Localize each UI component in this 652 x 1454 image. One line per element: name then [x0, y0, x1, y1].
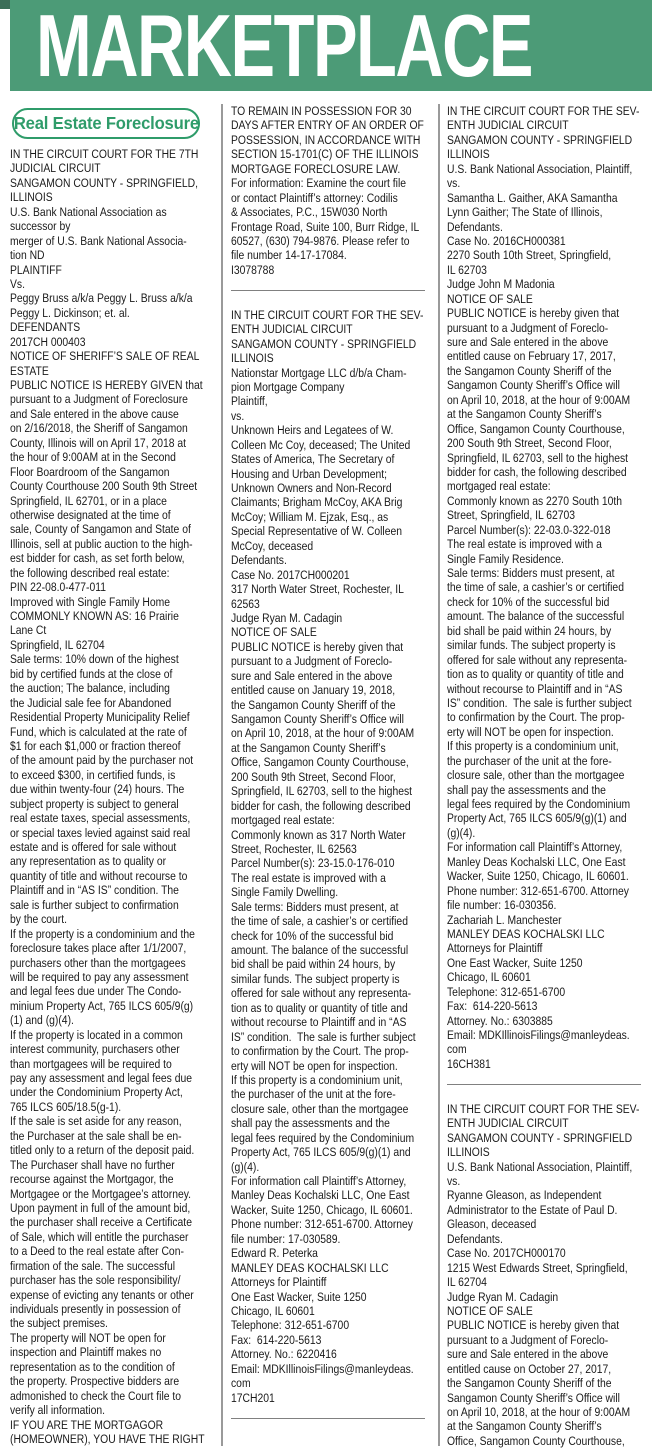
notice-line: pursuant to a Judgment of Foreclosure: [10, 392, 188, 407]
notice-line: ESTATE: [10, 363, 49, 378]
notice-line: POSSESSION, IN ACCORDANCE WITH: [231, 132, 421, 147]
notice-line: to a Deed to the real estate after Con-: [10, 1244, 184, 1259]
notice-line: Case No. 2017CH000170: [447, 1246, 566, 1261]
column-divider-1: [221, 104, 223, 1446]
notice-line: County, Illinois will on April 17, 2018 at: [10, 435, 187, 450]
notice-line: ENTH JUDICIAL CIRCUIT: [447, 1116, 569, 1131]
page-title: MARKETPLACE: [36, 0, 533, 95]
notice-line: by the court.: [10, 912, 68, 927]
notice-line: Commonly known as 2270 South 10th: [447, 493, 623, 508]
notice-line: Fund, which is calculated at the rate of: [10, 724, 187, 739]
notice-line: McCoy, deceased: [231, 538, 314, 553]
notice-line: Email: MDKIllinoisFilings@manleydeas.: [231, 1361, 414, 1376]
notice-line: subject property is subject to general: [10, 796, 179, 811]
notice-line: check for 10% of the successful bid: [231, 928, 394, 943]
notice-line: sale is further subject to confirmation: [10, 897, 179, 912]
page-corner-mark: [0, 0, 10, 9]
notice-line: 16CH381: [447, 1056, 491, 1071]
notice-line: under the Condominium Property Act,: [10, 1085, 183, 1100]
notice-line: bid by certified funds at the close of: [10, 666, 173, 681]
notice-line: otherwise designated at the time of: [10, 507, 171, 522]
notice-line: and Sale entered in the above cause: [10, 406, 179, 421]
notice-line: Phone number: 312-651-6700. Attorney: [447, 883, 629, 898]
notice-line: Judge John M Madonia: [447, 277, 555, 292]
notice-line: the following described real estate:: [10, 565, 170, 580]
notice-line: Zachariah L. Manchester: [447, 912, 562, 927]
notices-column-1: [10, 147, 220, 1446]
notice-line: Frontage Road, Suite 100, Burr Ridge, IL: [231, 219, 420, 234]
notice-line: Edward R. Peterka: [231, 1246, 318, 1261]
notice-line: TO REMAIN IN POSSESSION FOR 30: [231, 104, 412, 118]
notice-line: Manley Deas Kochalski LLC, One East: [447, 854, 626, 869]
notice-line: at the Sangamon County Sheriff’s: [447, 1419, 602, 1434]
notice-line: to confirmation by the Court. The prop-: [231, 1044, 409, 1059]
notice-line: IL 62704: [447, 1275, 487, 1290]
notice-line: Unknown Heirs and Legatees of W.: [231, 423, 394, 438]
notice-line: U.S. Bank National Association, Plaintiff,: [447, 1159, 633, 1174]
notice-line: Lynn Gaither; The State of Illinois,: [447, 205, 603, 220]
notice-line: Unknown Owners and Non-Record: [231, 481, 392, 495]
notice-line: pursuant to a Judgment of Foreclo-: [231, 654, 393, 669]
notice-line: merger of U.S. Bank National Associa-: [10, 233, 187, 248]
notice-line: 200 South 9th Street, Second Floor,: [231, 769, 396, 784]
marketplace-banner: [10, 0, 652, 95]
notice-line: Attorney. No.: 6220416: [231, 1347, 337, 1362]
notice-line: Plaintiff,: [231, 394, 268, 409]
notice-line: will be required to pay any assessment: [10, 969, 189, 984]
notice-line: U.S. Bank National Association, Plaintiff,: [447, 161, 633, 176]
notice-line: Email: MDKIllinoisFilings@manleydeas.: [447, 1028, 630, 1042]
notice-line: IN THE CIRCUIT COURT FOR THE SEV-: [231, 307, 424, 322]
notice-line: Vs.: [10, 276, 25, 291]
notice-line: without recourse to Plaintiff and in “AS: [447, 681, 623, 696]
notice-line: or special taxes levied against said real: [10, 825, 191, 840]
notice-line: Illinois, sell at public auction to the high-: [10, 536, 193, 551]
notice-line: I3078788: [231, 262, 275, 277]
notice-line: Springfield, IL 62701, or in a place: [10, 493, 167, 508]
notice-line: Upon payment in full of the amount bid,: [10, 1200, 191, 1215]
notice-line: firmation of the sale. The successful: [10, 1258, 176, 1273]
notice-line: Administrator to the Estate of Paul D.: [447, 1202, 618, 1217]
notice-line: 17CH201: [231, 1390, 275, 1405]
notice-line: bidder for cash, the following described: [231, 798, 411, 813]
notice-divider: [231, 1418, 425, 1419]
notice-line: McCoy; William M. Ejzak, Esq., as: [231, 509, 389, 524]
notice-line: est bidder for cash, as set forth below,: [10, 551, 185, 566]
notice-line: of the amount paid by the purchaser not: [10, 753, 194, 768]
notice-line: of Sale, which will entitle the purchaser: [10, 1229, 189, 1244]
notice-line: PUBLIC NOTICE is hereby given that: [447, 306, 620, 321]
notice-line: the purchaser shall receive a Certificate: [10, 1215, 192, 1230]
notice-line: Sangamon County Sheriff’s Office will: [447, 1390, 620, 1405]
notice-line: Property Act, 765 ILCS 605/9(g)(1) and: [231, 1145, 411, 1160]
notice-line: com: [447, 1042, 467, 1057]
notice-line: expense of evicting any tenants or other: [10, 1287, 194, 1302]
notice-line: 200 South 9th Street, Second Floor,: [447, 436, 612, 451]
section-badge-label: Real Estate Foreclosure: [13, 113, 199, 133]
notice-line: NOTICE OF SHERIFF’S SALE OF REAL: [10, 349, 200, 364]
notice-line: If this property is a condominium unit,: [447, 739, 619, 754]
notice-line: Fax: 614-220-5613: [231, 1332, 322, 1347]
notice-line: Sangamon County Sheriff’s Office will: [231, 712, 404, 726]
notice-line: $1 for each $1,000 or fraction thereof: [10, 738, 181, 753]
notice-line: Attorney. No.: 6303885: [447, 1013, 553, 1028]
notice-line: sure and Sale entered in the above: [447, 1347, 609, 1362]
notice-line: DEFENDANTS: [10, 320, 81, 335]
notice-line: PIN 22-08.0-477-011: [10, 580, 106, 595]
notice-line: The real estate is improved with a: [447, 537, 602, 552]
notice-line: IF YOU ARE THE MORTGAGOR: [10, 1417, 164, 1432]
notice-line: Colleen Mc Coy, deceased; The United: [231, 437, 411, 452]
notice-line: the Sangamon County Sheriff of the: [231, 697, 396, 712]
notice-line: closure sale, other than the mortgagee: [447, 768, 625, 783]
notice-line: The real estate is improved with a: [231, 870, 386, 885]
notice-line: inspection and Plaintiff makes no: [10, 1345, 162, 1360]
notice-line: Sangamon County Sheriff’s Office will: [447, 378, 620, 393]
notice-line: (1) and (g)(4).: [10, 1013, 74, 1028]
notice-line: minium Property Act, 765 ILCS 605/9(g): [10, 998, 194, 1013]
notice-line: Peggy Bruss a/k/a Peggy L. Bruss a/k/a: [10, 291, 193, 306]
notice-line: Housing and Urban Development;: [231, 466, 388, 481]
notice-line: mortgaged real estate:: [231, 813, 335, 828]
notice-line: & Associates, P.C., 15W030 North: [231, 205, 388, 220]
notice-line: If the sale is set aside for any reason,: [10, 1114, 182, 1129]
column-divider-2: [438, 104, 440, 1446]
notice-line: than mortgagees will be required to: [10, 1056, 172, 1071]
notice-line: on April 10, 2018, at the hour of 9:00AM: [231, 726, 415, 741]
notice-line: NOTICE OF SALE: [231, 625, 317, 640]
notice-line: Sale terms: 10% down of the highest: [10, 652, 179, 667]
notice-line: Gleason, deceased: [447, 1217, 537, 1232]
notice-line: SANGAMON COUNTY - SPRINGFIELD,: [10, 175, 199, 190]
notice-line: The property will NOT be open for: [10, 1330, 166, 1345]
notice-line: mortgaged real estate:: [447, 479, 551, 494]
notice-line: States of America, The Secretary of: [231, 452, 395, 467]
notice-line: PUBLIC NOTICE is hereby given that: [447, 1318, 620, 1333]
notice-line: successor by: [10, 219, 71, 234]
notice-line: real estate taxes, special assessments,: [10, 811, 191, 826]
notice-line: foreclosure takes place after 1/1/2007,: [10, 941, 187, 956]
notice-line: Lane Ct: [10, 623, 47, 638]
notice-line: Phone number: 312-651-6700. Attorney: [231, 1217, 413, 1232]
notice-line: (g)(4).: [231, 1159, 260, 1174]
notice-line: erty will NOT be open for inspection.: [231, 1058, 398, 1073]
notice-line: Parcel Number(s): 23-15.0-176-010: [231, 856, 395, 871]
notice-line: Office, Sangamon County Courthouse,: [231, 755, 409, 770]
notice-line: Case No. 2016CH000381: [447, 233, 566, 248]
notice-line: IS” condition. The sale is further subject: [231, 1029, 416, 1044]
notice-line: IN THE CIRCUIT COURT FOR THE SEV-: [447, 104, 640, 118]
notice-line: the purchaser of the unit at the fore-: [447, 753, 612, 768]
notice-divider: [447, 1084, 641, 1085]
notice-line: Telephone: 312-651-6700: [231, 1318, 350, 1333]
notice-line: Nationstar Mortgage LLC d/b/a Cham-: [231, 365, 407, 380]
notice-line: Defendants.: [231, 553, 287, 568]
notice-line: Manley Deas Kochalski LLC, One East: [231, 1188, 410, 1203]
notice-line: the Sangamon County Sheriff of the: [447, 363, 612, 378]
notice-line: Single Family Dwelling.: [231, 885, 339, 900]
notice-line: and legal fees due under The Condo-: [10, 984, 182, 999]
notice-line: pursuant to a Judgment of Foreclo-: [447, 1332, 609, 1347]
notice-line: The Purchaser shall have no further: [10, 1157, 175, 1172]
notice-line: For information: Examine the court file: [231, 176, 407, 191]
notice-line: Office, Sangamon County Courthouse,: [447, 1433, 625, 1448]
notice-line: If the property is located in a common: [10, 1027, 183, 1042]
notice-line: PUBLIC NOTICE IS HEREBY GIVEN that: [10, 378, 203, 392]
notice-line: 60527, (630) 794-9876. Please refer to: [231, 233, 410, 248]
notice-line: on 2/16/2018, the Sheriff of Sangamon: [10, 421, 188, 436]
notice-line: Attorneys for Plaintiff: [447, 941, 543, 956]
notice-line: 62563: [231, 596, 260, 611]
notice-line: Floor Boardroom of the Sangamon: [10, 464, 170, 479]
notice-line: (HOMEOWNER), YOU HAVE THE RIGHT: [10, 1431, 205, 1446]
notice-line: Fax: 614-220-5613: [447, 999, 538, 1014]
notice-line: titled only to a return of the deposit paid.: [10, 1143, 195, 1158]
notice-line: representation as to the condition of: [10, 1359, 175, 1374]
notices-column-2: [231, 104, 437, 1436]
notice-line: vs.: [447, 1174, 461, 1188]
notice-line: individuals presently in possession of: [10, 1302, 181, 1316]
notice-line: Plaintiff and in “AS IS” condition. The: [10, 883, 179, 898]
notice-line: offered for sale without any representa-: [447, 652, 628, 667]
notice-line: One East Wacker, Suite 1250: [231, 1289, 367, 1304]
notice-line: If the property is a condominium and the: [10, 926, 195, 941]
notice-line: County Courthouse 200 South 9th Street: [10, 479, 198, 494]
notice-line: at the Sangamon County Sheriff’s: [447, 407, 602, 422]
notice-line: Judge Ryan M. Cadagin: [231, 610, 343, 625]
notice-line: Property Act, 765 ILCS 605/9(g)(1) and: [447, 811, 627, 826]
notice-line: ENTH JUDICIAL CIRCUIT: [231, 322, 353, 337]
notice-line: to exceed $300, in certified funds, is: [10, 767, 176, 782]
notice-line: shall pay the assessments and the: [231, 1116, 390, 1131]
notice-line: sure and Sale entered in the above: [231, 668, 393, 683]
notice-line: (g)(4).: [447, 825, 476, 840]
notice-line: Springfield, IL 62703, sell to the highest: [231, 784, 413, 799]
notice-line: tion as to quality or quantity of title and: [447, 667, 624, 682]
notice-divider: [231, 290, 425, 291]
notice-line: the subject premises.: [10, 1316, 108, 1331]
notice-line: erty will NOT be open for inspection.: [447, 724, 614, 739]
notice-line: recourse against the Mortgagor, the: [10, 1172, 174, 1187]
notice-line: Street, Rochester, IL 62563: [231, 841, 357, 856]
notice-line: IN THE CIRCUIT COURT FOR THE 7TH: [10, 147, 199, 161]
notice-line: vs.: [447, 176, 461, 191]
notice-line: the auction; The balance, including: [10, 681, 170, 696]
notice-line: Judge Ryan M. Cadagin: [447, 1289, 559, 1304]
notice-line: Defendants.: [447, 219, 503, 234]
notice-line: PUBLIC NOTICE is hereby given that: [231, 639, 404, 654]
notice-line: U.S. Bank National Association as: [10, 204, 167, 219]
notice-line: entitled cause on January 19, 2018,: [231, 683, 396, 698]
notice-line: Sale terms: Bidders must present, at: [447, 566, 615, 580]
notice-line: Chicago, IL 60601: [447, 970, 531, 985]
notice-line: pay any assessment and legal fees due: [10, 1071, 192, 1085]
section-badge-real-estate-foreclosure: [12, 108, 200, 139]
notice-line: Chicago, IL 60601: [231, 1303, 315, 1318]
notice-line: to confirmation by the Court. The prop-: [447, 710, 625, 725]
notice-line: 2017CH 000403: [10, 334, 86, 349]
notice-line: entitled cause on February 17, 2017,: [447, 349, 616, 364]
notice-line: similar funds. The subject property is: [231, 971, 400, 986]
notice-line: SECTION 15-1701(C) OF THE ILLINOIS: [231, 147, 419, 162]
notice-line: Single Family Residence.: [447, 551, 564, 566]
notice-line: PLAINTIFF: [10, 262, 62, 277]
notice-line: or contact Plaintiff’s attorney: Codilis: [231, 190, 398, 205]
notice-line: interest community, purchasers other: [10, 1042, 180, 1057]
notice-line: Telephone: 312-651-6700: [447, 984, 566, 999]
notice-line: COMMONLY KNOWN AS: 16 Prairie: [10, 609, 179, 623]
notice-line: NOTICE OF SALE: [447, 291, 533, 306]
notice-line: quantity of title and without recourse to: [10, 868, 188, 883]
notice-line: 765 ILCS 605/18.5(g-1).: [10, 1099, 122, 1114]
notice-line: Residential Property Municipality Relief: [10, 710, 190, 725]
notice-line: Improved with Single Family Home: [10, 594, 171, 609]
notice-line: purchaser has the sole responsibility/: [10, 1273, 181, 1288]
notice-line: ILLINOIS: [447, 147, 490, 162]
notice-line: purchasers other than the mortgagees: [10, 955, 186, 970]
notice-line: Parcel Number(s): 22-03.0-322-018: [447, 522, 611, 537]
notice-line: pion Mortgage Company: [231, 379, 345, 394]
notice-line: Attorneys for Plaintiff: [231, 1275, 327, 1290]
notice-line: MORTGAGE FORECLOSURE LAW.: [231, 161, 401, 176]
notice-line: legal fees required by the Condominium: [447, 797, 631, 811]
notice-line: Wacker, Suite 1250, Chicago, IL 60601.: [447, 869, 629, 884]
notice-line: MANLEY DEAS KOCHALSKI LLC: [231, 1260, 389, 1275]
notice-line: the Sangamon County Sheriff of the: [447, 1376, 612, 1391]
notice-line: Wacker, Suite 1250, Chicago, IL 60601.: [231, 1202, 413, 1217]
notices-column-3: [447, 104, 652, 1448]
notice-line: file number 14-17-17084.: [231, 248, 347, 263]
notice-line: SANGAMON COUNTY - SPRINGFIELD: [447, 132, 633, 147]
notice-line: Commonly known as 317 North Water: [231, 827, 406, 842]
notice-line: Street, Springfield, IL 62703: [447, 508, 576, 523]
notice-line: without recourse to Plaintiff and in “AS: [231, 1015, 407, 1030]
notice-line: Samantha L. Gaither, AKA Samantha: [447, 190, 618, 205]
notice-line: 1215 West Edwards Street, Springfield,: [447, 1260, 628, 1275]
notice-line: IL 62703: [447, 262, 487, 277]
notice-line: legal fees required by the Condominium: [231, 1130, 415, 1145]
notice-line: file number: 17-030589.: [231, 1231, 341, 1246]
notice-line: at the Sangamon County Sheriff’s: [231, 740, 386, 755]
notice-line: the purchaser of the unit at the fore-: [231, 1087, 396, 1102]
notice-line: verify all information.: [10, 1403, 106, 1418]
notice-line: estate and is offered for sale without: [10, 840, 177, 854]
notice-line: the time of sale, a cashier’s or certified: [231, 914, 408, 929]
notice-line: entitled cause on October 27, 2017,: [447, 1361, 612, 1376]
notice-line: due within twenty-four (24) hours. The: [10, 782, 185, 797]
notice-line: Defendants.: [447, 1231, 503, 1246]
notice-line: ENTH JUDICIAL CIRCUIT: [447, 118, 569, 133]
notice-line: Springfield, IL 62703, sell to the highest: [447, 450, 629, 465]
notice-line: Mortgagee or the Mortgagee’s attorney.: [10, 1186, 192, 1201]
notice-line: tion as to quality or quantity of title and: [231, 1000, 408, 1015]
notice-line: on April 10, 2018, at the hour of 9:00AM: [447, 1405, 631, 1419]
notice-line: Sale terms: Bidders must present, at: [231, 899, 399, 914]
notice-line: pursuant to a Judgment of Foreclo-: [447, 320, 609, 335]
notice-line: SANGAMON COUNTY - SPRINGFIELD: [231, 336, 417, 351]
notice-line: the Purchaser at the sale shall be en-: [10, 1128, 182, 1143]
notice-line: similar funds. The subject property is: [447, 638, 616, 653]
notice-line: 317 North Water Street, Rochester, IL: [231, 582, 404, 597]
notice-line: ILLINOIS: [447, 1145, 490, 1160]
notice-line: SANGAMON COUNTY - SPRINGFIELD: [447, 1130, 633, 1145]
notice-line: com: [231, 1376, 251, 1391]
notice-line: amount. The balance of the successful: [447, 609, 625, 624]
notice-line: MANLEY DEAS KOCHALSKI LLC: [447, 926, 605, 941]
notice-line: admonished to check the Court file to: [10, 1388, 182, 1403]
notice-line: ILLINOIS: [231, 351, 274, 366]
notice-line: tion ND: [10, 248, 45, 263]
notice-line: For information call Plaintiff’s Attorney,: [447, 840, 623, 855]
notice-line: Peggy L. Dickinson; et. al.: [10, 305, 130, 320]
notice-line: DAYS AFTER ENTRY OF AN ORDER OF: [231, 118, 424, 133]
notice-line: Ryanne Gleason, as Independent: [447, 1188, 602, 1203]
notice-line: JUDICIAL CIRCUIT: [10, 161, 101, 176]
notice-line: sure and Sale entered in the above: [447, 335, 609, 349]
notice-line: amount. The balance of the successful: [231, 943, 409, 957]
notice-line: the property. Prospective bidders are: [10, 1374, 180, 1389]
notice-line: vs.: [231, 408, 245, 423]
notice-line: Office, Sangamon County Courthouse,: [447, 421, 625, 436]
notice-line: bid shall be paid within 24 hours, by: [447, 623, 612, 638]
notice-line: IS” condition. The sale is further subject: [447, 695, 632, 710]
notice-line: check for 10% of the successful bid: [447, 594, 610, 609]
notice-line: the hour of 9:00AM at in the Second: [10, 450, 176, 465]
notice-line: One East Wacker, Suite 1250: [447, 955, 583, 970]
notice-line: IN THE CIRCUIT COURT FOR THE SEV-: [447, 1101, 640, 1116]
notice-line: Special Representative of W. Colleen: [231, 524, 403, 539]
notice-line: 2270 South 10th Street, Springfield,: [447, 248, 612, 263]
notice-line: closure sale, other than the mortgagee: [231, 1101, 409, 1116]
notice-line: shall pay the assessments and the: [447, 782, 606, 797]
notice-line: ILLINOIS: [10, 190, 53, 205]
notice-line: file number: 16-030356.: [447, 898, 557, 913]
notice-line: Springfield, IL 62704: [10, 637, 105, 652]
notice-line: the Judicial sale fee for Abandoned: [10, 695, 172, 710]
notice-line: Claimants; Brigham McCoy, AKA Brig: [231, 495, 403, 510]
notice-line: on April 10, 2018, at the hour of 9:00AM: [447, 392, 631, 407]
notice-line: bid shall be paid within 24 hours, by: [231, 957, 396, 972]
notice-line: NOTICE OF SALE: [447, 1303, 533, 1318]
notice-line: bidder for cash, the following described: [447, 464, 627, 479]
notice-line: If this property is a condominium unit,: [231, 1072, 403, 1087]
notice-line: Case No. 2017CH000201: [231, 567, 350, 582]
notice-line: the time of sale, a cashier’s or certified: [447, 580, 624, 595]
notice-line: sale, County of Sangamon and State of: [10, 522, 191, 537]
notice-line: offered for sale without any representa-: [231, 986, 412, 1001]
notice-line: For information call Plaintiff’s Attorney,: [231, 1174, 407, 1188]
notice-line: any representation as to quality or: [10, 854, 167, 869]
